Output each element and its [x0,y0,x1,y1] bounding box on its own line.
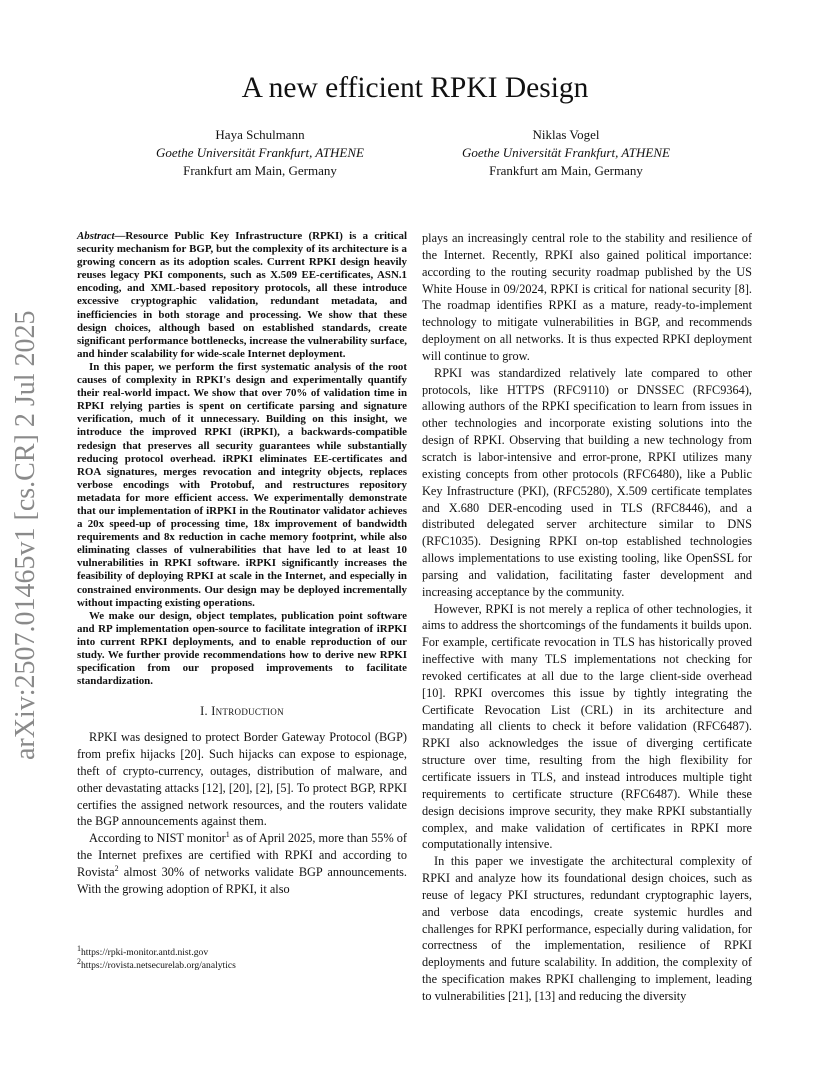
section-heading: I. Introduction [200,704,284,719]
body-paragraph [77,830,407,897]
body-paragraph: RPKI was designed to protect Border Gateway Protocol (BGP) from prefix hijacks [20]. Such hijacks can expose to espionage, theft of crypto-currency, outages, distribution of malware, and other devastating attacks [12], [20], [2], [5]. To protect BGP, RPKI certifies the assigned network resources, and the routers validate the BGP announcements against them. [77,730,407,829]
footnote-mark: 1 [225,830,230,840]
abstract-text: —Resource Public Key Infrastructure (RPKI) is a critical security mechanism for BGP, but the complexity of its architecture is a growing concern as its adoption scales. Current RPKI design heavily reuses legacy PKI components, such as X.509 EE-certificates, ASN.1 encoding, and XML-based repository protocols, all these introduce excessive cryptographic validation, redundant metadata, and inefficiencies in both storage and processing. We show that these design choices, although based on established standards, create significant performance bottlenecks, increase the vulnerability surface, and hinder scalability for wide-scale Internet deployment. [77,230,407,360]
footnote [77,943,407,959]
footnote-mark: 1 [77,943,81,953]
body-paragraph: However, RPKI is not merely a replica of other technologies, it aims to address the shortcomings of the fundaments it builds upon. For example, certificate revocation in TLS has historically proved ineffective with many TLS implementations not checking for revoked certificates at all due to the large client-side overhead [10]. RPKI overcomes this issue by tightly integrating the Certificate Revocation List (CRL) in its architecture and mandating all clients to check it before validation (RFC6487). RPKI also acknowledges the issue of diverging certificate structure over time, resulting from the high flexibility for certificate issuers in TLS, and instead introduces multiple tight requirements to certificate structure (RFC6487). While these design decisions improve security, they make RPKI substantially complex, and make validation of certificates in RPKI more computationally intensive. [422,601,752,852]
footnote-url: https://rpki-monitor.antd.nist.gov [81,947,209,958]
body-paragraph: plays an increasingly central role to the stability and resilience of the Internet. Recently, RPKI also gained political importance: according to the routing security roadmap published by the US White House in 09/2024, RPKI is critical for national security [8]. The roadmap identifies RPKI as a mature, ready-to-implement technology to mitigate vulnerabilities in BGP, and recommends deployment on all networks. It is thus expected RPKI deployment will continue to grow. [422,231,752,363]
author-location: Frankfurt am Main, Germany [183,163,337,178]
body-text: According to NIST monitor [89,831,226,846]
body-text: as of April 2025, more than 55% of the Internet prefixes are certified with RPKI and according to Rovista [77,831,408,879]
footnote-url: https://rovista.netsecurelab.org/analytics [81,960,236,971]
paper-title: A new efficient RPKI Design [241,72,589,104]
footnote [77,956,407,972]
footnotes [77,943,407,972]
author-location: Frankfurt am Main, Germany [489,163,643,178]
body-paragraph: In this paper we investigate the architectural complexity of RPKI and analyze how its foundational design choices, such as reuse of legacy PKI structures, redundant cryptographic layers, and verbose data encodings, create systemic hurdles and challenges for RPKI performance, especially during validation, for correctness of the implementation, resilience of RPKI deployments and future scalability. In addition, the complexity of the specification makes RPKI challenging to implement, leading to vulnerabilities [21], [13] and reducing the diversity [422,854,752,1003]
author-block-2 [436,126,696,180]
footnote-mark: 2 [114,863,119,873]
arxiv-identifier: arXiv:2507.01465v1 [cs.CR] 2 Jul 2025 [10,310,41,760]
body-paragraph: RPKI was standardized relatively late compared to other protocols, like HTTPS (RFC9110) or DNSSEC (RFC9364), allowing authors of the RPKI specification to learn from issues in other technologies and incorporate existing solutions into the design of RPKI. Observing that building a new technology from scratch is labor-intensive and error-prone, RPKI utilizes many existing concepts from other protocols (RFC6480), like a Public Key Infrastructure (PKI), (RFC5280), X.509 certificate templates and X.680 DER-encoding used in TLS (RFC8446), and a distributed delegated server architecture similar to DNS (RFC1035). Designing RPKI on-top established technologies allows implementations to use existing tooling, like OpenSSL for parsing and validation, facilitating faster development and increasing acceptance by the community. [422,365,752,599]
author-name: Niklas Vogel [532,127,600,142]
abstract-paragraph: In this paper, we perform the first systematic analysis of the root causes of complexity in RPKI's design and experimentally quantify their real-world impact. We show that over 70% of validation time in RPKI relying parties is spent on certificate parsing and signature verification, much of it unnecessary. Building on this insight, we introduce the improved RPKI (iRPKI), a backwards-compatible redesign that preserves all security guarantees while substantially reducing protocol overhead. iRPKI eliminates EE-certificates and ROA signatures, merges revocation and integrity objects, replaces verbose encodings with Protobuf, and restructures repository metadata for more efficient access. We experimentally demonstrate that our implementation of iRPKI in the Routinator validator achieves a 20x speed-up of processing time, 18x improvement of bandwidth requirements and 8x reduction in cache memory footprint, while also eliminating classes of vulnerabilities that have led to at least 10 vulnerabilities in RPKI software. iRPKI significantly increases the feasibility of deploying RPKI at scale in the Internet, and especially in constrained environments. Our design may be deployed incrementally without impacting existing operations. [77,360,407,609]
body-text: almost 30% of networks validate BGP announcements. With the growing adoption of RPKI, it also [77,864,407,896]
author-affiliation: Goethe Universität Frankfurt, ATHENE [462,145,670,160]
abstract-paragraph: We make our design, object templates, publication point software and RP implementation open-source to facilitate integration of iRPKI into current RPKI deployments, and to enable reproduction of our study. We further provide recommendations how to derive new RPKI specification from our proposed improvements to facilitate standardization. [77,609,407,688]
author-affiliation: Goethe Universität Frankfurt, ATHENE [156,145,364,160]
abstract-label: Abstract [77,230,115,242]
author-name: Haya Schulmann [215,127,305,142]
left-column [77,230,407,898]
author-block-1 [130,126,390,180]
footnote-mark: 2 [77,956,81,966]
abstract-paragraph [77,230,407,361]
right-column [422,230,752,1005]
